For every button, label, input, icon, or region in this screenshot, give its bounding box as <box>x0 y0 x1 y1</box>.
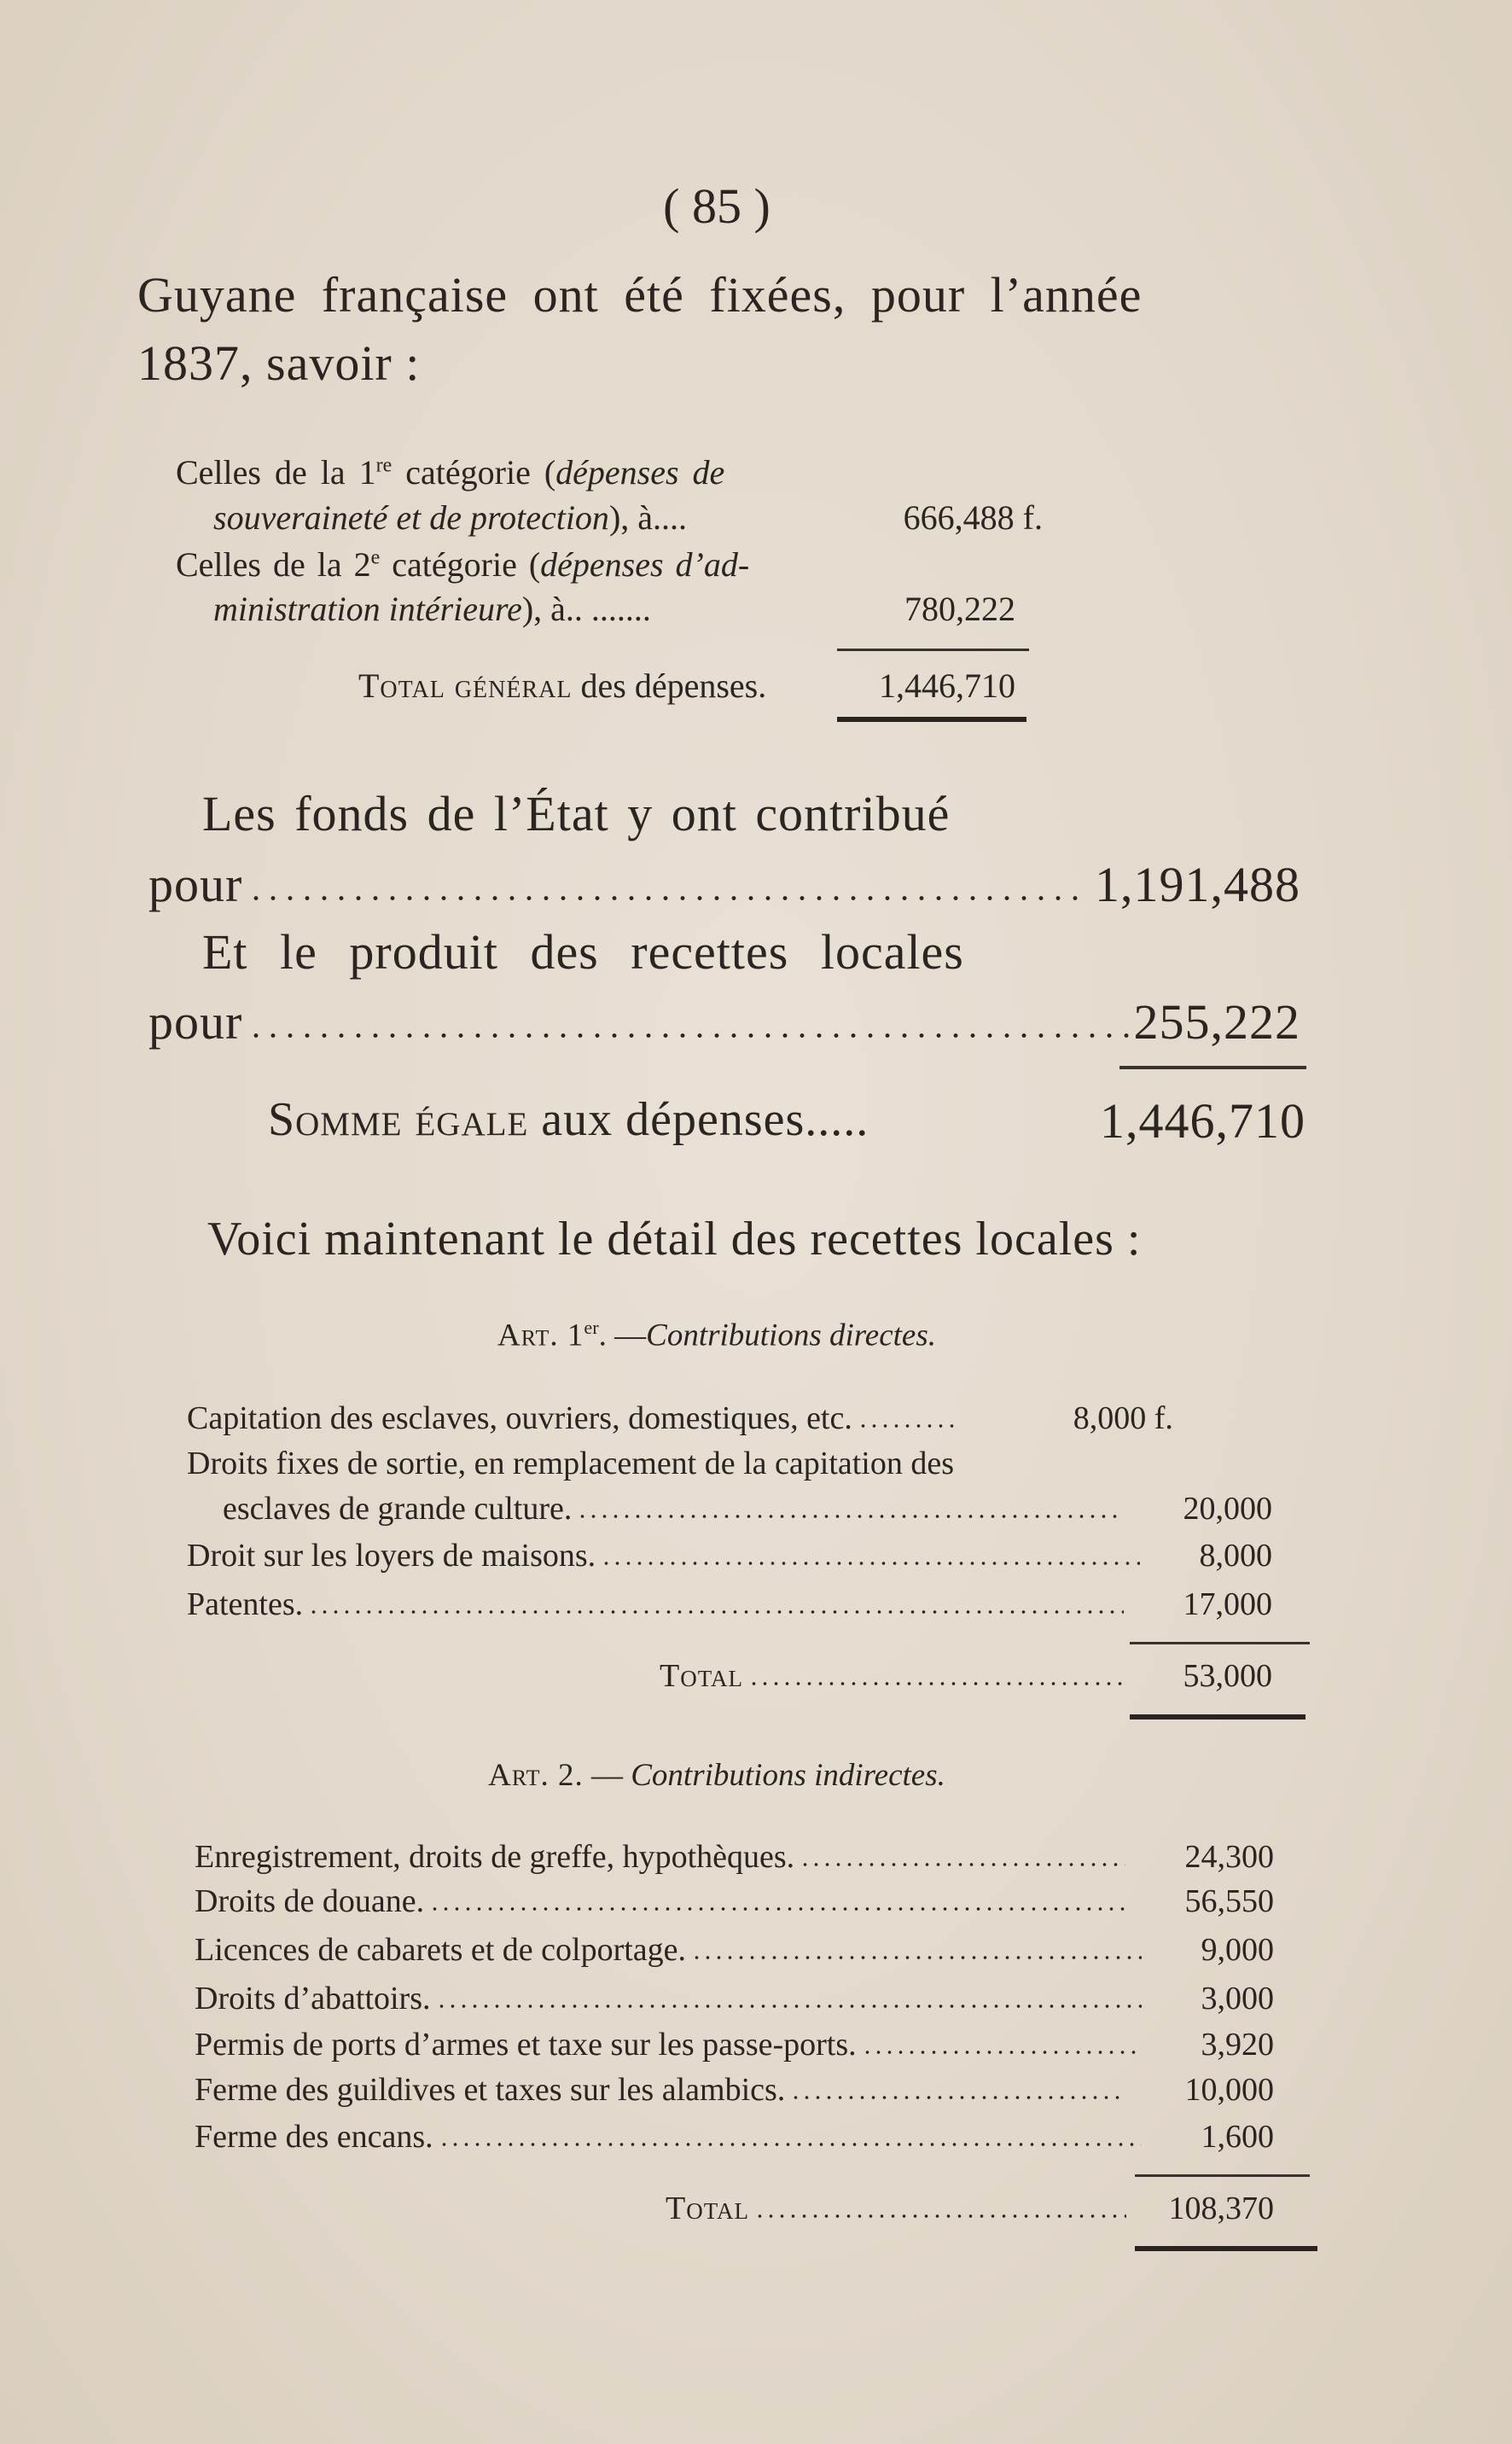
row-value: 8,000 f. <box>1073 1400 1173 1436</box>
category-2-line-1 <box>176 544 749 585</box>
art2-heading <box>0 1757 1433 1794</box>
table-row <box>195 1882 1274 1920</box>
dot-leader <box>862 2050 1142 2055</box>
row-value: 10,000 <box>1184 2072 1274 2108</box>
text: catégorie ( <box>380 545 541 584</box>
dot-leader <box>308 1609 1123 1615</box>
text: Celles de la 2 <box>176 545 371 584</box>
funding-state-row <box>148 856 1300 913</box>
row-value: 255,222 <box>1133 994 1300 1050</box>
row-label: Licences de cabarets et de colportage. <box>195 1932 687 1968</box>
row-value: 8,000 <box>1199 1538 1272 1574</box>
small-caps-text: Somme égale <box>268 1093 529 1146</box>
double-rule <box>837 717 1026 722</box>
funding-local-row <box>148 993 1300 1050</box>
somme-egale-label <box>268 1092 869 1147</box>
row-value: 1,191,488 <box>1095 857 1300 912</box>
superscript: er <box>584 1317 599 1338</box>
italic-text: ministration intérieure <box>213 590 522 628</box>
dot-leader <box>429 1906 1125 1912</box>
dot-leader <box>577 1514 1123 1519</box>
row-value: 17,000 <box>1183 1586 1272 1622</box>
dot-leader <box>691 1955 1141 1960</box>
table-row <box>195 1980 1274 2017</box>
italic-text: Contributions directes. <box>646 1318 936 1353</box>
superscript: e <box>370 546 381 569</box>
intro-line-2: 1837, savoir : <box>137 335 421 391</box>
row-label: Droit sur les loyers de maisons. <box>187 1538 596 1574</box>
text: . — <box>598 1318 647 1353</box>
row-label: pour <box>148 857 243 912</box>
dot-leader <box>247 1033 1128 1039</box>
category-1-line-1 <box>176 452 724 492</box>
text: catégorie ( <box>392 453 556 492</box>
category-1-line-2 <box>213 498 687 538</box>
category-1-value: 666,488 f. <box>903 498 1043 537</box>
text: ), à.. ....... <box>521 590 651 628</box>
text: des dépenses. <box>572 666 767 705</box>
row-label: Ferme des encans. <box>195 2119 433 2155</box>
row-value: 3,920 <box>1201 2027 1274 2063</box>
italic-text: souveraineté et de protection <box>213 498 609 537</box>
row-label: Total <box>660 1658 744 1694</box>
row-value: 9,000 <box>1201 1932 1274 1968</box>
table-row <box>187 1537 1272 1574</box>
table-row <box>223 1490 1272 1528</box>
total-row <box>666 2190 1274 2227</box>
table-row <box>195 2071 1274 2109</box>
row-label: Patentes. <box>187 1586 304 1622</box>
sum-rule <box>1135 2174 1310 2177</box>
row-value: 3,000 <box>1201 1981 1274 2016</box>
table-row <box>195 1838 1274 1876</box>
table-row <box>187 1445 1305 1482</box>
row-value: 56,550 <box>1184 1883 1274 1919</box>
small-caps-text: Art. 2. <box>488 1758 584 1793</box>
small-caps-text: Total général <box>358 666 573 705</box>
table-row <box>195 2026 1274 2063</box>
table-row <box>195 1931 1274 1969</box>
dot-leader <box>800 1862 1125 1867</box>
dot-leader <box>790 2095 1125 2100</box>
row-label: Droits fixes de sortie, en remplacement de la capitation des <box>187 1446 955 1481</box>
total-general-value: 1,446,710 <box>879 666 1015 705</box>
dot-leader <box>754 2214 1125 2219</box>
page-number: ( 85 ) <box>663 178 771 234</box>
total-row <box>660 1657 1272 1695</box>
category-2-line-2 <box>213 589 651 629</box>
table-row <box>195 2118 1274 2156</box>
table-row <box>187 1399 1305 1437</box>
row-label: Ferme des guildives et taxes sur les alambics. <box>195 2072 786 2108</box>
row-label: esclaves de grande culture. <box>223 1491 573 1527</box>
row-label: Capitation des esclaves, ouvriers, domestiques, etc. <box>187 1400 852 1436</box>
sum-rule <box>1119 1066 1306 1069</box>
italic-text: Contributions indirectes. <box>631 1758 945 1793</box>
funding-line-1: Les fonds de l’État y ont contribué <box>202 786 951 841</box>
category-2-value: 780,222 <box>904 590 1015 628</box>
italic-text: dépenses de <box>555 453 725 492</box>
row-value: 24,300 <box>1184 1839 1274 1875</box>
text: aux dépenses..... <box>528 1093 869 1146</box>
total-general-label <box>358 666 766 706</box>
row-label: pour <box>148 994 243 1050</box>
italic-text: dépenses d’ad- <box>540 545 750 584</box>
row-value: 1,600 <box>1201 2119 1274 2155</box>
dot-leader <box>601 1561 1139 1566</box>
text: ), à.... <box>608 498 688 537</box>
text: — <box>583 1758 631 1793</box>
double-rule <box>1135 2246 1317 2251</box>
row-value: 53,000 <box>1183 1658 1272 1694</box>
text: Celles de la 1 <box>176 453 376 492</box>
dot-leader <box>436 2004 1142 2009</box>
funding-line-2: Et le produit des recettes locales <box>202 924 964 980</box>
dot-leader <box>439 2142 1142 2147</box>
row-label: Droits d’abattoirs. <box>195 1981 431 2016</box>
dot-leader <box>247 895 1090 901</box>
art1-heading <box>0 1317 1433 1353</box>
table-row <box>187 1586 1272 1623</box>
row-label: Total <box>666 2191 750 2226</box>
sum-rule <box>1130 1642 1310 1644</box>
intro-line-1: Guyane française ont été fixées, pour l’année <box>137 267 1143 323</box>
row-label: Droits de douane. <box>195 1883 425 1919</box>
dot-leader <box>858 1423 960 1429</box>
row-value: 20,000 <box>1183 1491 1272 1527</box>
somme-egale-value: 1,446,710 <box>1100 1093 1306 1149</box>
superscript: re <box>375 454 393 477</box>
dot-leader <box>748 1681 1123 1686</box>
sum-rule <box>837 649 1029 651</box>
double-rule <box>1130 1714 1306 1720</box>
row-label: Enregistrement, droits de greffe, hypothèques. <box>195 1839 795 1875</box>
row-value: 108,370 <box>1168 2191 1274 2226</box>
detail-intro: Voici maintenant le détail des recettes locales : <box>207 1213 1142 1266</box>
small-caps-text: Art. 1 <box>497 1318 584 1353</box>
row-label: Permis de ports d’armes et taxe sur les passe-ports. <box>195 2027 857 2063</box>
